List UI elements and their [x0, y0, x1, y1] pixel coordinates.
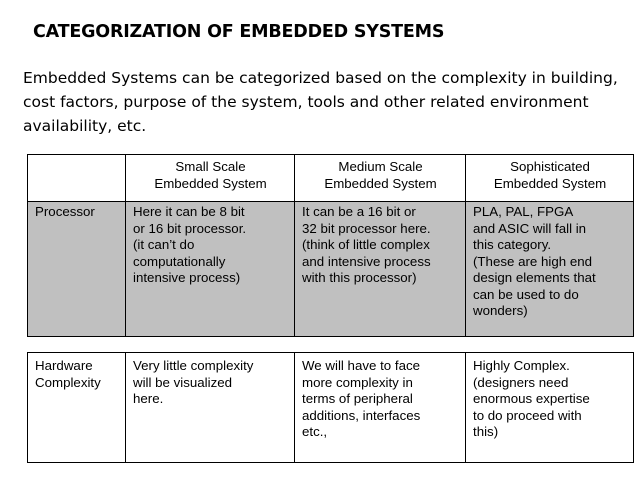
- comparison-table-hardware: [27, 352, 634, 463]
- header-sophisticated: Sophisticated Embedded System: [466, 155, 634, 202]
- row-label-hardware-complexity: Hardware Complexity: [28, 353, 126, 463]
- cell-hardware-medium: We will have to face more complexity in terms of peripheral additions, interfaces etc.,: [295, 353, 466, 463]
- table-header-row: [28, 155, 634, 202]
- header-medium-scale: Medium Scale Embedded System: [295, 155, 466, 202]
- header-empty-cell: [28, 155, 126, 202]
- intro-paragraph: Embedded Systems can be categorized based on the complexity in building, cost factors, purpose of the system, tools and other related environment availability, etc.: [23, 69, 618, 135]
- cell-processor-sophisticated: PLA, PAL, FPGA and ASIC will fall in this category. (These are high end design elements that can be used to do wonders): [466, 202, 634, 337]
- cell-processor-medium: It can be a 16 bit or 32 bit processor here. (think of little complex and intensive process with this processor): [295, 202, 466, 337]
- slide-title: CATEGORIZATION OF EMBEDDED SYSTEMS: [33, 22, 445, 42]
- cell-processor-small: Here it can be 8 bit or 16 bit processor. (it can’t do computationally intensive process): [126, 202, 295, 337]
- table-row-hardware-complexity: [28, 353, 634, 463]
- cell-hardware-sophisticated: Highly Complex. (designers need enormous expertise to do proceed with this): [466, 353, 634, 463]
- cell-hardware-small: Very little complexity will be visualized here.: [126, 353, 295, 463]
- table-row-processor: [28, 202, 634, 337]
- header-small-scale: Small Scale Embedded System: [126, 155, 295, 202]
- row-label-processor: Processor: [28, 202, 126, 337]
- comparison-table-header-processor: [27, 154, 634, 337]
